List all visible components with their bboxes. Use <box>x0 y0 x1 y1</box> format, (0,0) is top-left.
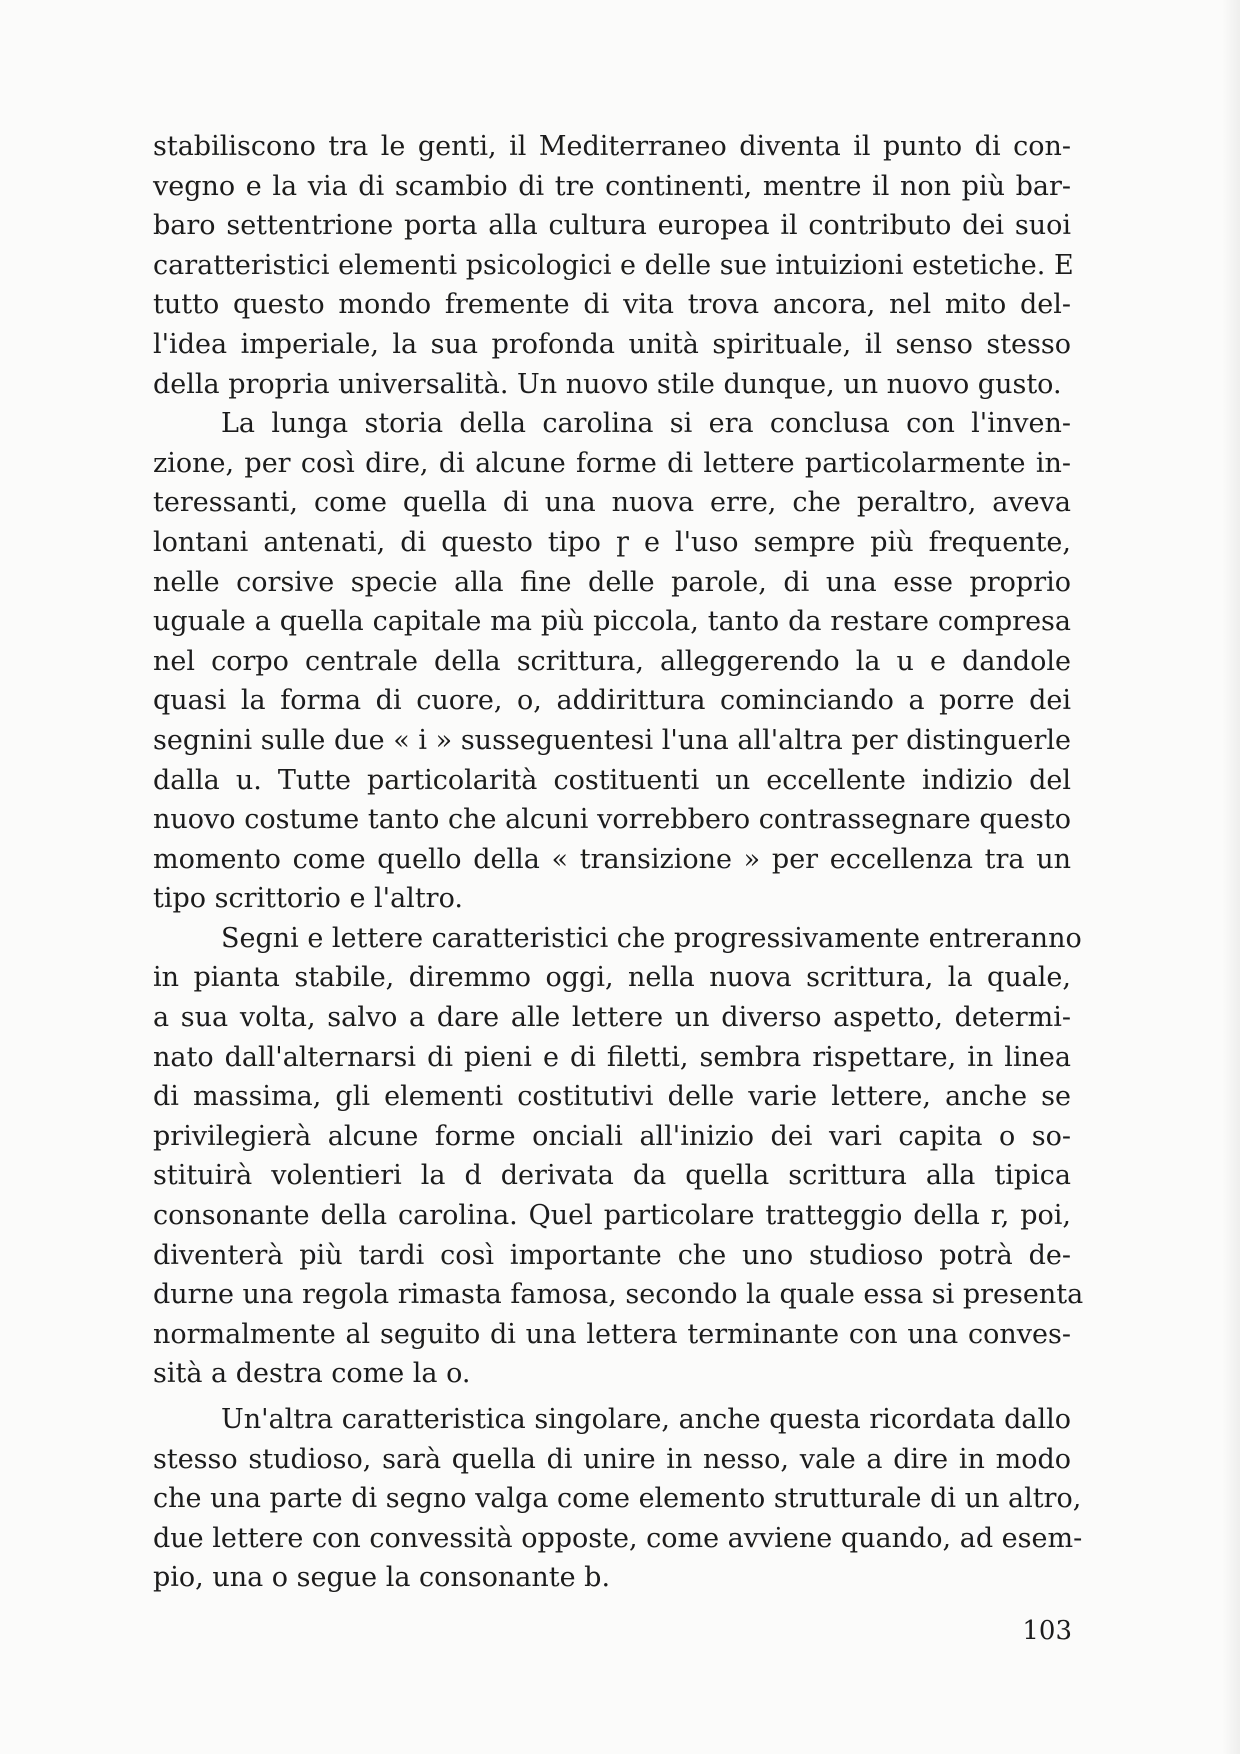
text-line: della propria universalità. Un nuovo stile dunque, un nuovo gusto. <box>153 368 1062 400</box>
text-line: durne una regola rimasta famosa, secondo la quale essa si presenta <box>153 1279 1084 1311</box>
text-line: l'idea imperiale, la sua profonda unità spirituale, il senso stesso <box>153 328 1071 360</box>
text-line: dalla u. Tutte particolarità costituenti un eccellente indizio del <box>153 764 1071 796</box>
page-edge-shadow <box>1222 0 1240 1754</box>
text-line: segnini sulle due « i » susseguentesi l'una all'altra per distinguerle <box>153 724 1071 756</box>
text-line: stituirà volentieri la d derivata da quella scrittura alla tipica <box>153 1160 1071 1192</box>
text-line: Un'altra caratteristica singolare, anche questa ricordata dallo <box>221 1404 1071 1435</box>
text-line: vegno e la via di scambio di tre continenti, mentre il non più bar- <box>153 170 1071 202</box>
text-line: uguale a quella capitale ma più piccola, tanto da restare compresa <box>153 606 1071 638</box>
text-line: teressanti, come quella di una nuova erre, che peraltro, aveva <box>153 487 1071 519</box>
text-line: due lettere con convessità opposte, come avviene quando, ad esem- <box>153 1522 1083 1554</box>
text-line: in pianta stabile, diremmo oggi, nella nuova scrittura, la quale, <box>153 962 1071 994</box>
text-line: quasi la forma di cuore, o, addirittura cominciando a porre dei <box>153 685 1071 717</box>
text-line: tutto questo mondo fremente di vita trova ancora, nel mito del- <box>153 289 1071 321</box>
page-number: 103 <box>1022 1616 1072 1646</box>
text-line: normalmente al seguito di una lettera terminante con una conves- <box>153 1318 1071 1350</box>
text-line: nel corpo centrale della scrittura, alleggerendo la u e dandole <box>153 645 1071 677</box>
text-line: baro settentrione porta alla cultura europea il contributo dei suoi <box>153 210 1071 242</box>
text-line: stesso studioso, sarà quella di unire in nesso, vale a dire in modo <box>153 1443 1071 1475</box>
paragraph <box>153 404 1071 919</box>
text-line: che una parte di segno valga come elemento strutturale di un altro, <box>153 1483 1082 1515</box>
text-line: stabiliscono tra le genti, il Mediterraneo diventa il punto di con- <box>153 131 1071 162</box>
text-line: lontani antenati, di questo tipo ɼ e l'uso sempre più frequente, <box>153 526 1071 558</box>
text-line: diventerà più tardi così importante che uno studioso potrà de- <box>153 1239 1071 1271</box>
text-line: zione, per così dire, di alcune forme di lettere particolarmente in- <box>153 447 1071 479</box>
text-line: pio, una o segue la consonante b. <box>153 1562 611 1594</box>
text-line: La lunga storia della carolina si era conclusa con l'inven- <box>221 408 1071 440</box>
text-line: nato dall'alternarsi di pieni e di filetti, sembra rispettare, in linea <box>153 1041 1071 1073</box>
text-line: sità a destra come la o. <box>153 1358 471 1390</box>
paragraph <box>153 1400 1083 1598</box>
text-line: caratteristici elementi psicologici e delle sue intuizioni estetiche. E <box>153 249 1074 281</box>
text-line: nelle corsive specie alla fine delle parole, di una esse proprio <box>153 566 1071 598</box>
text-line: momento come quello della « transizione » per eccellenza tra un <box>153 843 1071 875</box>
text-line: privilegierà alcune forme onciali all'inizio dei vari capita o so- <box>153 1120 1071 1152</box>
text-line: tipo scrittorio e l'altro. <box>153 883 463 915</box>
text-line: di massima, gli elementi costitutivi delle varie lettere, anche se <box>153 1081 1071 1113</box>
text-line: Segni e lettere caratteristici che progressivamente entreranno <box>221 922 1082 954</box>
text-line: a sua volta, salvo a dare alle lettere un diverso aspetto, determi- <box>153 1002 1071 1034</box>
paragraph <box>153 127 1074 404</box>
paragraph <box>153 919 1084 1394</box>
text-line: nuovo costume tanto che alcuni vorrebbero contrassegnare questo <box>153 804 1071 836</box>
text-line: consonante della carolina. Quel particolare tratteggio della r, poi, <box>153 1200 1071 1232</box>
body-text <box>153 127 1084 1598</box>
